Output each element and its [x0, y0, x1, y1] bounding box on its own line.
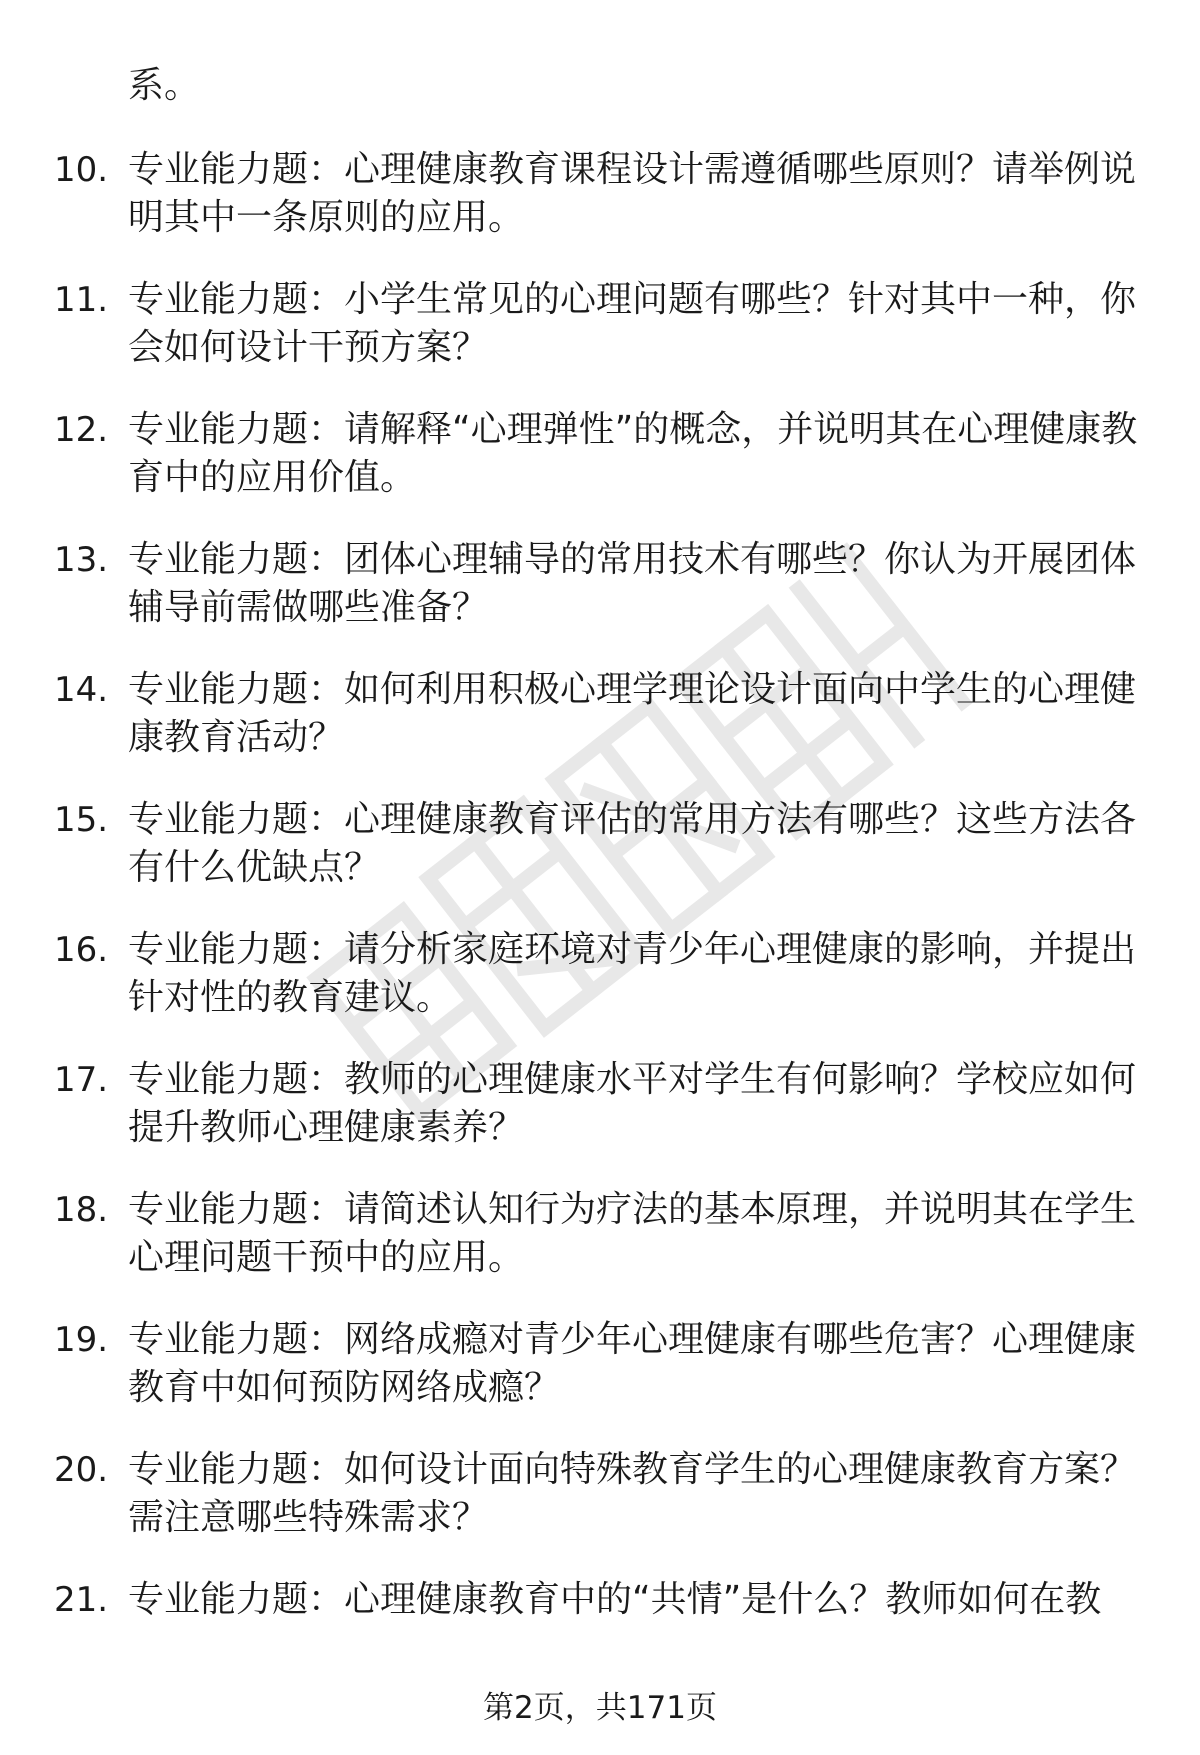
question-text: 专业能力题：教师的心理健康水平对学生有何影响？学校应如何提升教师心理健康素养？ — [128, 1059, 1137, 1148]
question-text: 专业能力题：如何利用积极心理学理论设计面向中学生的心理健康教育活动？ — [128, 669, 1137, 758]
question-number: 16. — [54, 930, 109, 970]
question-text: 专业能力题：请分析家庭环境对青少年心理健康的影响，并提出针对性的教育建议。 — [128, 929, 1137, 1018]
question-number: 12. — [54, 410, 109, 450]
question-text: 专业能力题：小学生常见的心理问题有哪些？针对其中一种，你会如何设计干预方案？ — [128, 279, 1137, 368]
question-item — [0, 926, 1200, 1056]
question-item — [0, 276, 1200, 406]
question-text: 专业能力题：心理健康教育中的“共情”是什么？教师如何在教 — [128, 1579, 1102, 1620]
question-number: 15. — [54, 800, 109, 840]
question-item — [0, 1446, 1200, 1576]
question-item — [0, 1056, 1200, 1186]
page-footer: 第2页，共171页 — [483, 1690, 717, 1726]
question-number: 10. — [54, 150, 109, 190]
question-number: 20. — [54, 1450, 109, 1490]
question-list — [0, 146, 1200, 1706]
question-item — [0, 796, 1200, 926]
continuation-text: 系。 — [128, 65, 201, 106]
question-number: 13. — [54, 540, 109, 580]
question-item — [0, 1316, 1200, 1446]
question-item — [0, 1576, 1200, 1706]
question-number: 19. — [54, 1320, 109, 1360]
question-text: 专业能力题：心理健康教育课程设计需遵循哪些原则？请举例说明其中一条原则的应用。 — [128, 149, 1137, 238]
question-number: 18. — [54, 1190, 109, 1230]
question-number: 17. — [54, 1060, 109, 1100]
question-text: 专业能力题：团体心理辅导的常用技术有哪些？你认为开展团体辅导前需做哪些准备？ — [128, 539, 1137, 628]
question-item — [0, 406, 1200, 536]
question-item — [0, 536, 1200, 666]
question-text: 专业能力题：网络成瘾对青少年心理健康有哪些危害？心理健康教育中如何预防网络成瘾？ — [128, 1319, 1137, 1408]
question-item — [0, 146, 1200, 276]
question-item — [0, 666, 1200, 796]
question-number: 11. — [54, 280, 109, 320]
question-number: 21. — [54, 1580, 109, 1620]
question-text: 专业能力题：请解释“心理弹性”的概念，并说明其在心理健康教育中的应用价值。 — [128, 409, 1138, 498]
question-text: 专业能力题：如何设计面向特殊教育学生的心理健康教育方案？需注意哪些特殊需求？ — [128, 1449, 1137, 1538]
question-number: 14. — [54, 670, 109, 710]
question-text: 专业能力题：心理健康教育评估的常用方法有哪些？这些方法各有什么优缺点？ — [128, 799, 1137, 888]
question-text: 专业能力题：请简述认知行为疗法的基本原理，并说明其在学生心理问题干预中的应用。 — [128, 1189, 1137, 1278]
question-item — [0, 1186, 1200, 1316]
